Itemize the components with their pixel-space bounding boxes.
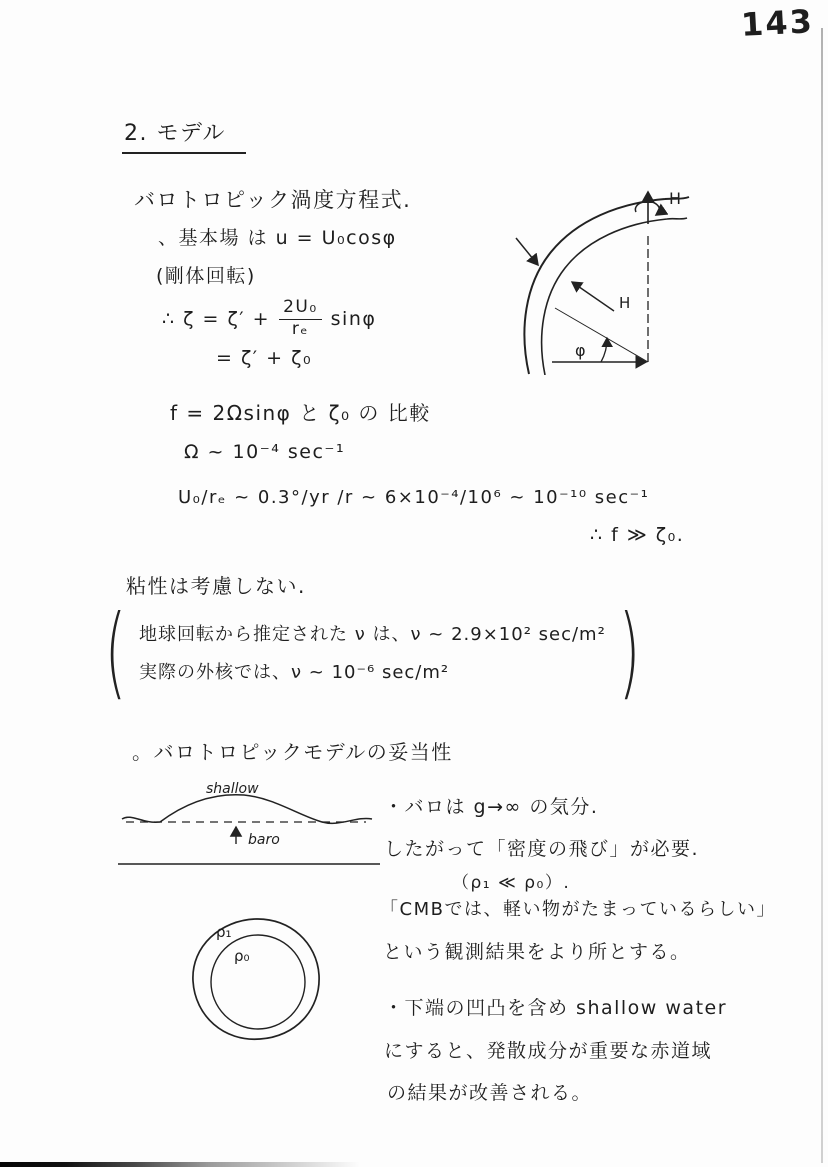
velocity-estimate-line: U₀/rₑ ~ 0.3°/yr /r ~ 6×10⁻⁴/10⁶ ~ 10⁻¹⁰ sec⁻¹ bbox=[178, 487, 650, 508]
shallow-label: shallow bbox=[206, 781, 259, 797]
shallow-water-bullet-line1: ・下端の凹凸を含め shallow water bbox=[384, 997, 728, 1019]
zeta-eq-rhs: sinφ bbox=[330, 307, 377, 330]
thickness-label: H bbox=[619, 294, 631, 312]
density-condition: （ρ₁ ≪ ρ₀）. bbox=[452, 873, 571, 893]
validity-title: 。バロトロピックモデルの妥当性 bbox=[132, 740, 453, 764]
density-shell-diagram bbox=[168, 905, 343, 1045]
shallow-water-bullet-line3: の結果が改善される。 bbox=[387, 1082, 593, 1104]
angle-label: φ bbox=[575, 341, 586, 360]
outer-thickness-arrow bbox=[516, 238, 538, 265]
shallow-baro-diagram bbox=[116, 780, 386, 872]
radius-line bbox=[555, 308, 648, 362]
viscosity-estimate-line1: 地球回転から推定された ν は、ν ~ 2.9×10² sec/m² bbox=[139, 624, 606, 645]
fraction-numerator: 2U₀ bbox=[279, 298, 322, 320]
viscosity-estimate-line2: 実際の外核では、ν ~ 10⁻⁶ sec/m² bbox=[139, 662, 450, 683]
shell-inner-curve bbox=[542, 218, 687, 375]
close-paren: ) bbox=[618, 593, 641, 710]
viscosity-parenthetical bbox=[96, 593, 649, 710]
zeta-eq-fraction bbox=[279, 298, 322, 339]
axis-label: H bbox=[669, 189, 682, 208]
inner-core-circle bbox=[211, 935, 305, 1029]
section-heading: 2. モデル bbox=[122, 116, 246, 154]
shallow-surface-curve bbox=[122, 795, 372, 824]
scan-artifact-right-edge bbox=[821, 28, 823, 1163]
outer-shell-circle bbox=[193, 919, 319, 1039]
open-paren: ( bbox=[104, 593, 127, 710]
scan-artifact-bottom-edge bbox=[0, 1162, 360, 1167]
zeta-eq-lhs: ∴ ζ = ζ′ + bbox=[162, 307, 271, 330]
omega-estimate-line: Ω ~ 10⁻⁴ sec⁻¹ bbox=[184, 441, 346, 463]
zeta-equation-line2: = ζ′ + ζ₀ bbox=[216, 347, 313, 369]
cmb-note-line2: という観測結果をより所とする。 bbox=[383, 941, 691, 963]
outer-density-label: ρ₁ bbox=[216, 923, 232, 941]
baro-label: baro bbox=[248, 832, 280, 848]
inner-density-label: ρ₀ bbox=[234, 947, 250, 965]
cmb-note-line1: 「CMBでは、軽い物がたまっているらしい」 bbox=[380, 899, 776, 920]
page-number: 143 bbox=[740, 2, 815, 44]
rigid-rotation-note: (剛体回転) bbox=[156, 265, 256, 287]
barotropic-bullet-line1: ・バロは g→∞ の気分. bbox=[384, 796, 599, 818]
vorticity-title: バロトロピック渦度方程式. bbox=[134, 188, 412, 212]
inner-thickness-arrow bbox=[572, 282, 614, 311]
barotropic-bullet-line2: したがって「密度の飛び」が必要. bbox=[384, 838, 700, 860]
comparison-title: f = 2Ωsinφ と ζ₀ の 比較 bbox=[170, 401, 431, 425]
basic-field-line: 、基本場 は u = U₀cosφ bbox=[158, 227, 397, 249]
angle-arc bbox=[601, 338, 607, 362]
viscosity-statement: 粘性は考慮しない. bbox=[126, 574, 306, 598]
comparison-conclusion: ∴ f ≫ ζ₀. bbox=[590, 524, 685, 546]
shallow-water-bullet-line2: にすると、発散成分が重要な赤道域 bbox=[384, 1040, 713, 1062]
rotating-shell-diagram bbox=[515, 178, 815, 375]
fraction-denominator: rₑ bbox=[291, 318, 309, 339]
zeta-equation bbox=[162, 298, 376, 339]
